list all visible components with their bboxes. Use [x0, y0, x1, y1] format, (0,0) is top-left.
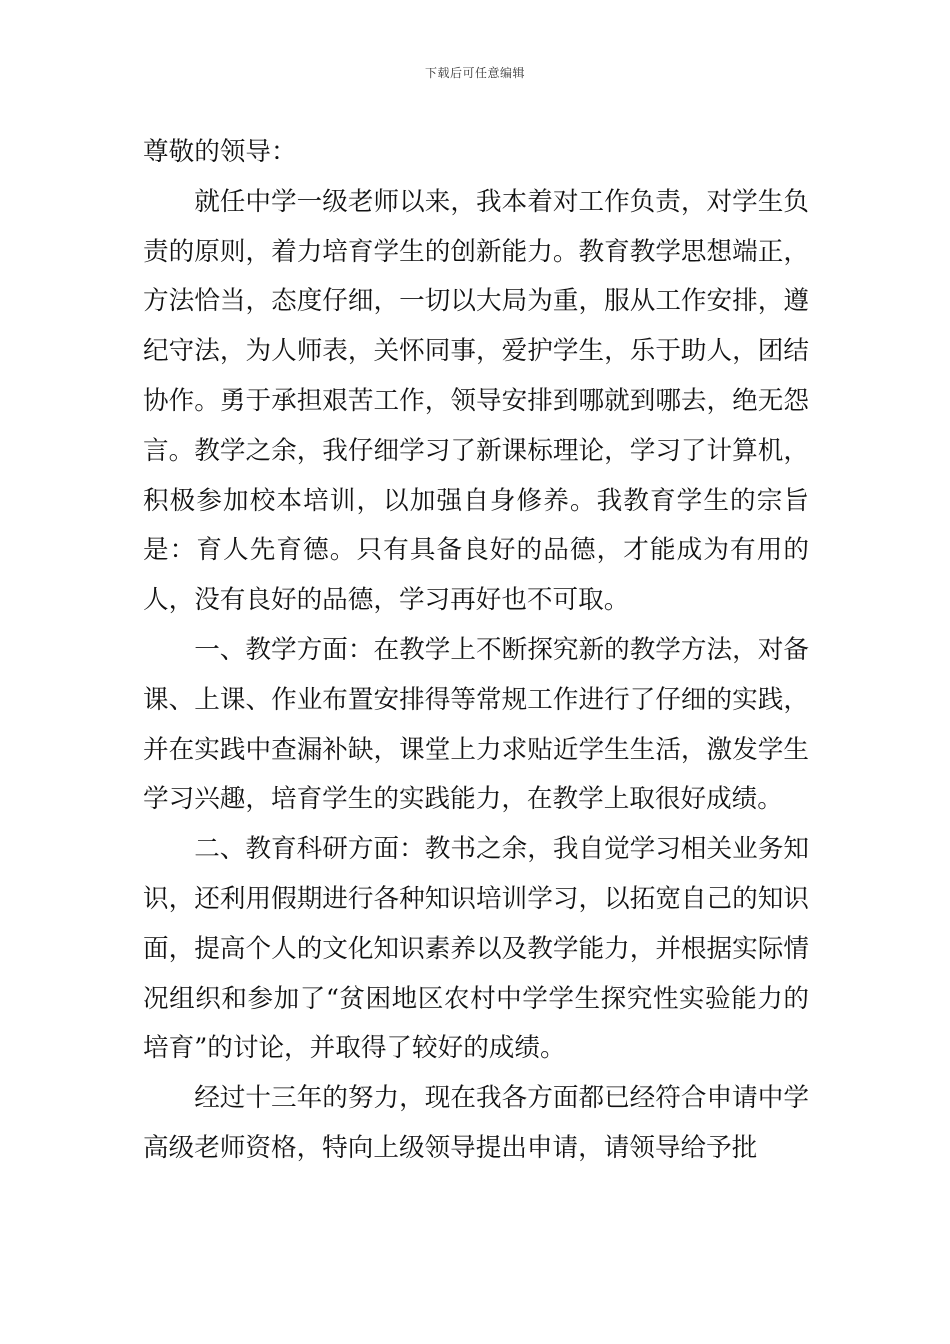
document-body: [143, 128, 809, 1174]
page-header: 下载后可任意编辑: [424, 66, 525, 80]
salutation: 尊敬的领导：: [143, 137, 297, 167]
paragraph-teaching: 一、教学方面：在教学上不断探究新的教学方法，对备课、上课、作业布置安排得等常规工作进行了仔细的实践，并在实践中查漏补缺，课堂上力求贴近学生生活，激发学生学习兴趣，培育学生的实践能力，在教学上取很好成绩。: [143, 634, 809, 815]
paragraph-intro: 就任中学一级老师以来，我本着对工作负责，对学生负责的原则，着力培育学生的创新能力。教育教学思想端正，方法恰当，态度仔细，一切以大局为重，服从工作安排，遵纪守法，为人师表，关怀同事，爱护学生，乐于助人，团结协作。勇于承担艰苦工作，领导安排到哪就到哪去，绝无怨言。教学之余，我仔细学习了新课标理论，学习了计算机，积极参加校本培训，以加强自身修养。我教育学生的宗旨是：育人先育德。只有具备良好的品德，才能成为有用的人，没有良好的品德，学习再好也不可取。: [143, 186, 809, 616]
paragraph-application: 经过十三年的努力，现在我各方面都已经符合申请中学高级老师资格，特向上级领导提出申请，请领导给予批: [143, 1083, 809, 1163]
paragraph-research: 二、教育科研方面：教书之余，我自觉学习相关业务知识，还利用假期进行各种知识培训学习，以拓宽自己的知识面，提高个人的文化知识素养以及教学能力，并根据实际情况组织和参加了“贫困地区农村中学学生探究性实验能力的培育”的讨论，并取得了较好的成绩。: [143, 834, 809, 1064]
